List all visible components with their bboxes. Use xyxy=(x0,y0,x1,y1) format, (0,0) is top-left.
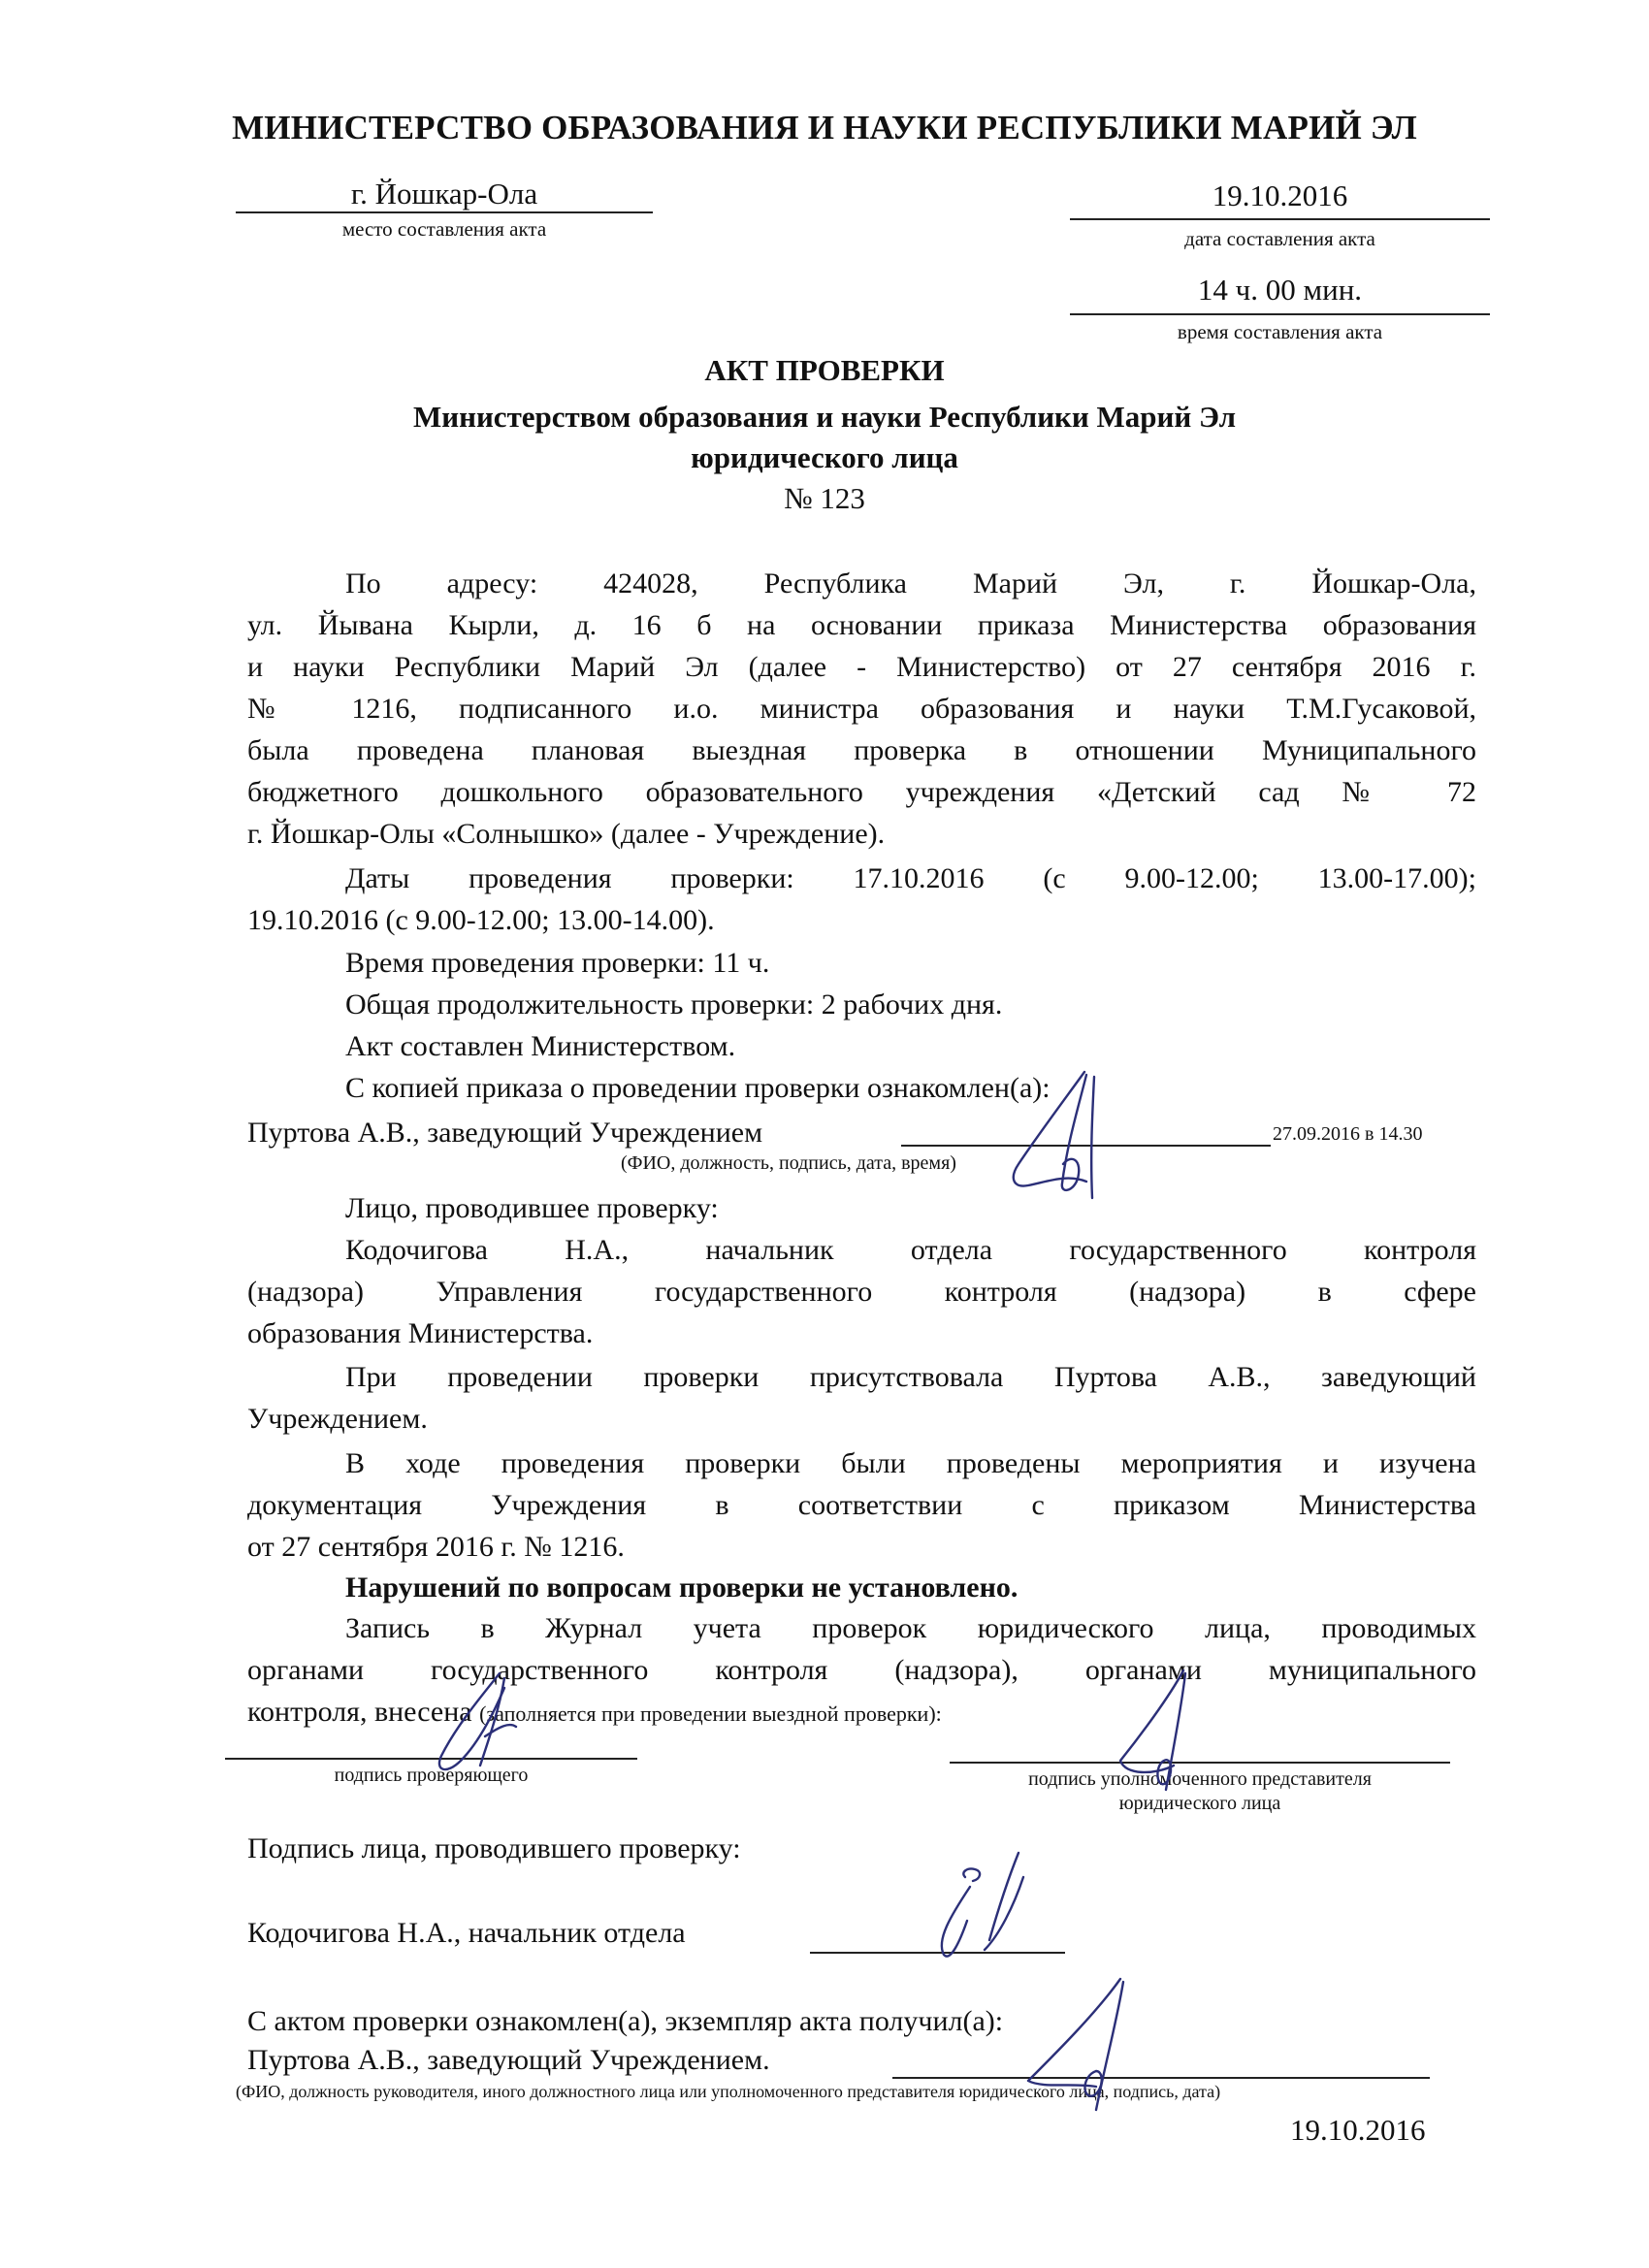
act-number: № 123 xyxy=(784,481,865,515)
text-line: № 1216, подписанного и.о. министра образования и науки Т.М.Гусаковой, xyxy=(247,693,1476,725)
paragraph-dates xyxy=(247,858,1476,941)
journal-note: (заполняется при проведении выездной проверки): xyxy=(479,1701,942,1726)
inspector-signature-label: подпись проверяющего xyxy=(334,1765,529,1786)
text-line: (надзора) Управления государственного контроля (надзора) в сфере xyxy=(247,1276,1476,1308)
text-line: По адресу: 424028, Республика Марий Эл, г. Йошкар-Ола, xyxy=(345,567,1476,599)
result-statement: Нарушений по вопросам проверки не установлено. xyxy=(345,1571,1018,1604)
act-title: АКТ ПРОВЕРКИ xyxy=(704,353,945,387)
time-label: время составления акта xyxy=(1177,320,1383,343)
order-ack-signature-line xyxy=(901,1145,1271,1147)
received-heading: С актом проверки ознакомлен(а), экземпляр акта получил(а): xyxy=(247,2005,1004,2037)
act-subtitle-entity: юридического лица xyxy=(691,440,958,474)
date-value: 19.10.2016 xyxy=(1212,178,1348,212)
paragraph-inspector xyxy=(247,1187,1476,1354)
compiled-by: Акт составлен Министерством. xyxy=(345,1030,736,1062)
order-ack-hint: (ФИО, должность, подпись, дата, время) xyxy=(621,1152,956,1174)
inspector-sign-heading: Подпись лица, проводившего проверку: xyxy=(247,1832,741,1864)
inspector-final-signature-line xyxy=(810,1952,1065,1954)
inspector-heading: Лицо, проводившее проверку: xyxy=(345,1192,719,1224)
text-line: В ходе проведения проверки были проведены мероприятия и изучена xyxy=(345,1447,1476,1479)
paragraph-activities xyxy=(247,1442,1476,1568)
date-label: дата составления акта xyxy=(1184,227,1375,250)
place-label: место составления акта xyxy=(341,217,547,241)
paragraph-present xyxy=(247,1356,1476,1440)
representative-signature-line xyxy=(950,1762,1450,1764)
order-ack-person: Пуртова А.В., заведующий Учреждением xyxy=(247,1117,763,1149)
inspector-signature-line xyxy=(225,1758,637,1760)
paragraph-durations xyxy=(247,942,1476,1109)
text-line: 19.10.2016 (с 9.00-12.00; 13.00-14.00). xyxy=(247,904,715,936)
paragraph-journal xyxy=(247,1607,1476,1733)
text-line: Учреждением. xyxy=(247,1403,428,1435)
place-value: г. Йошкар-Ола xyxy=(350,177,538,211)
received-hint: (ФИО, должность руководителя, иного должностного лица или уполномоченного представителя юридического лица, подпись, дата) xyxy=(236,2082,1221,2101)
representative-signature-label: подпись уполномоченного представителя xyxy=(1028,1768,1372,1790)
ministry-header: МИНИСТЕРСТВО ОБРАЗОВАНИЯ И НАУКИ РЕСПУБЛИКИ МАРИЙ ЭЛ xyxy=(232,109,1417,146)
text-line: образования Министерства. xyxy=(247,1317,594,1349)
received-date: 19.10.2016 xyxy=(1290,2113,1426,2147)
text-line: и науки Республики Марий Эл (далее - Министерство) от 27 сентября 2016 г. xyxy=(247,651,1476,683)
date-underline xyxy=(1070,218,1490,220)
text-line: бюджетного дошкольного образовательного учреждения «Детский сад № 72 xyxy=(247,776,1476,808)
text-line: Кодочигова Н.А., начальник отдела государственного контроля xyxy=(345,1234,1476,1266)
received-name: Пуртова А.В., заведующий Учреждением. xyxy=(247,2044,770,2076)
text-line: органами государственного контроля (надзора), органами муниципального xyxy=(247,1654,1476,1686)
time-value: 14 ч. 00 мин. xyxy=(1197,273,1363,307)
text-line: При проведении проверки присутствовала Пуртова А.В., заведующий xyxy=(345,1361,1476,1393)
order-ack-datetime: 27.09.2016 в 14.30 xyxy=(1273,1123,1423,1145)
paragraph-address xyxy=(247,563,1476,855)
text-line: от 27 сентября 2016 г. № 1216. xyxy=(247,1531,625,1563)
inspector-sign-name: Кодочигова Н.А., начальник отдела xyxy=(247,1917,686,1949)
act-subtitle-issuer: Министерством образования и науки Республики Марий Эл xyxy=(412,400,1237,434)
representative-signature-label-2: юридического лица xyxy=(1118,1793,1281,1814)
text-line: Запись в Журнал учета проверок юридического лица, проводимых xyxy=(345,1612,1476,1644)
time-underline xyxy=(1070,313,1490,315)
duration-total: Общая продолжительность проверки: 2 рабочих дня. xyxy=(345,988,1003,1021)
place-underline xyxy=(236,211,653,213)
received-signature-line xyxy=(892,2077,1430,2079)
text-line: Даты проведения проверки: 17.10.2016 (с 9.00-12.00; 13.00-17.00); xyxy=(345,862,1476,894)
text-line: документация Учреждения в соответствии с приказом Министерства xyxy=(247,1489,1476,1521)
duration-time: Время проведения проверки: 11 ч. xyxy=(345,947,770,979)
text-line: г. Йошкар-Олы «Солнышко» (далее - Учреждение). xyxy=(247,818,886,850)
paragraph-result xyxy=(247,1567,1476,1608)
text-line: ул. Йывана Кырли, д. 16 б на основании приказа Министерства образования xyxy=(247,609,1476,641)
text-line: контроля, внесена xyxy=(247,1696,472,1728)
order-ack: С копией приказа о проведении проверки ознакомлен(а): xyxy=(345,1072,1051,1104)
text-line: была проведена плановая выездная проверка в отношении Муниципального xyxy=(247,734,1476,766)
